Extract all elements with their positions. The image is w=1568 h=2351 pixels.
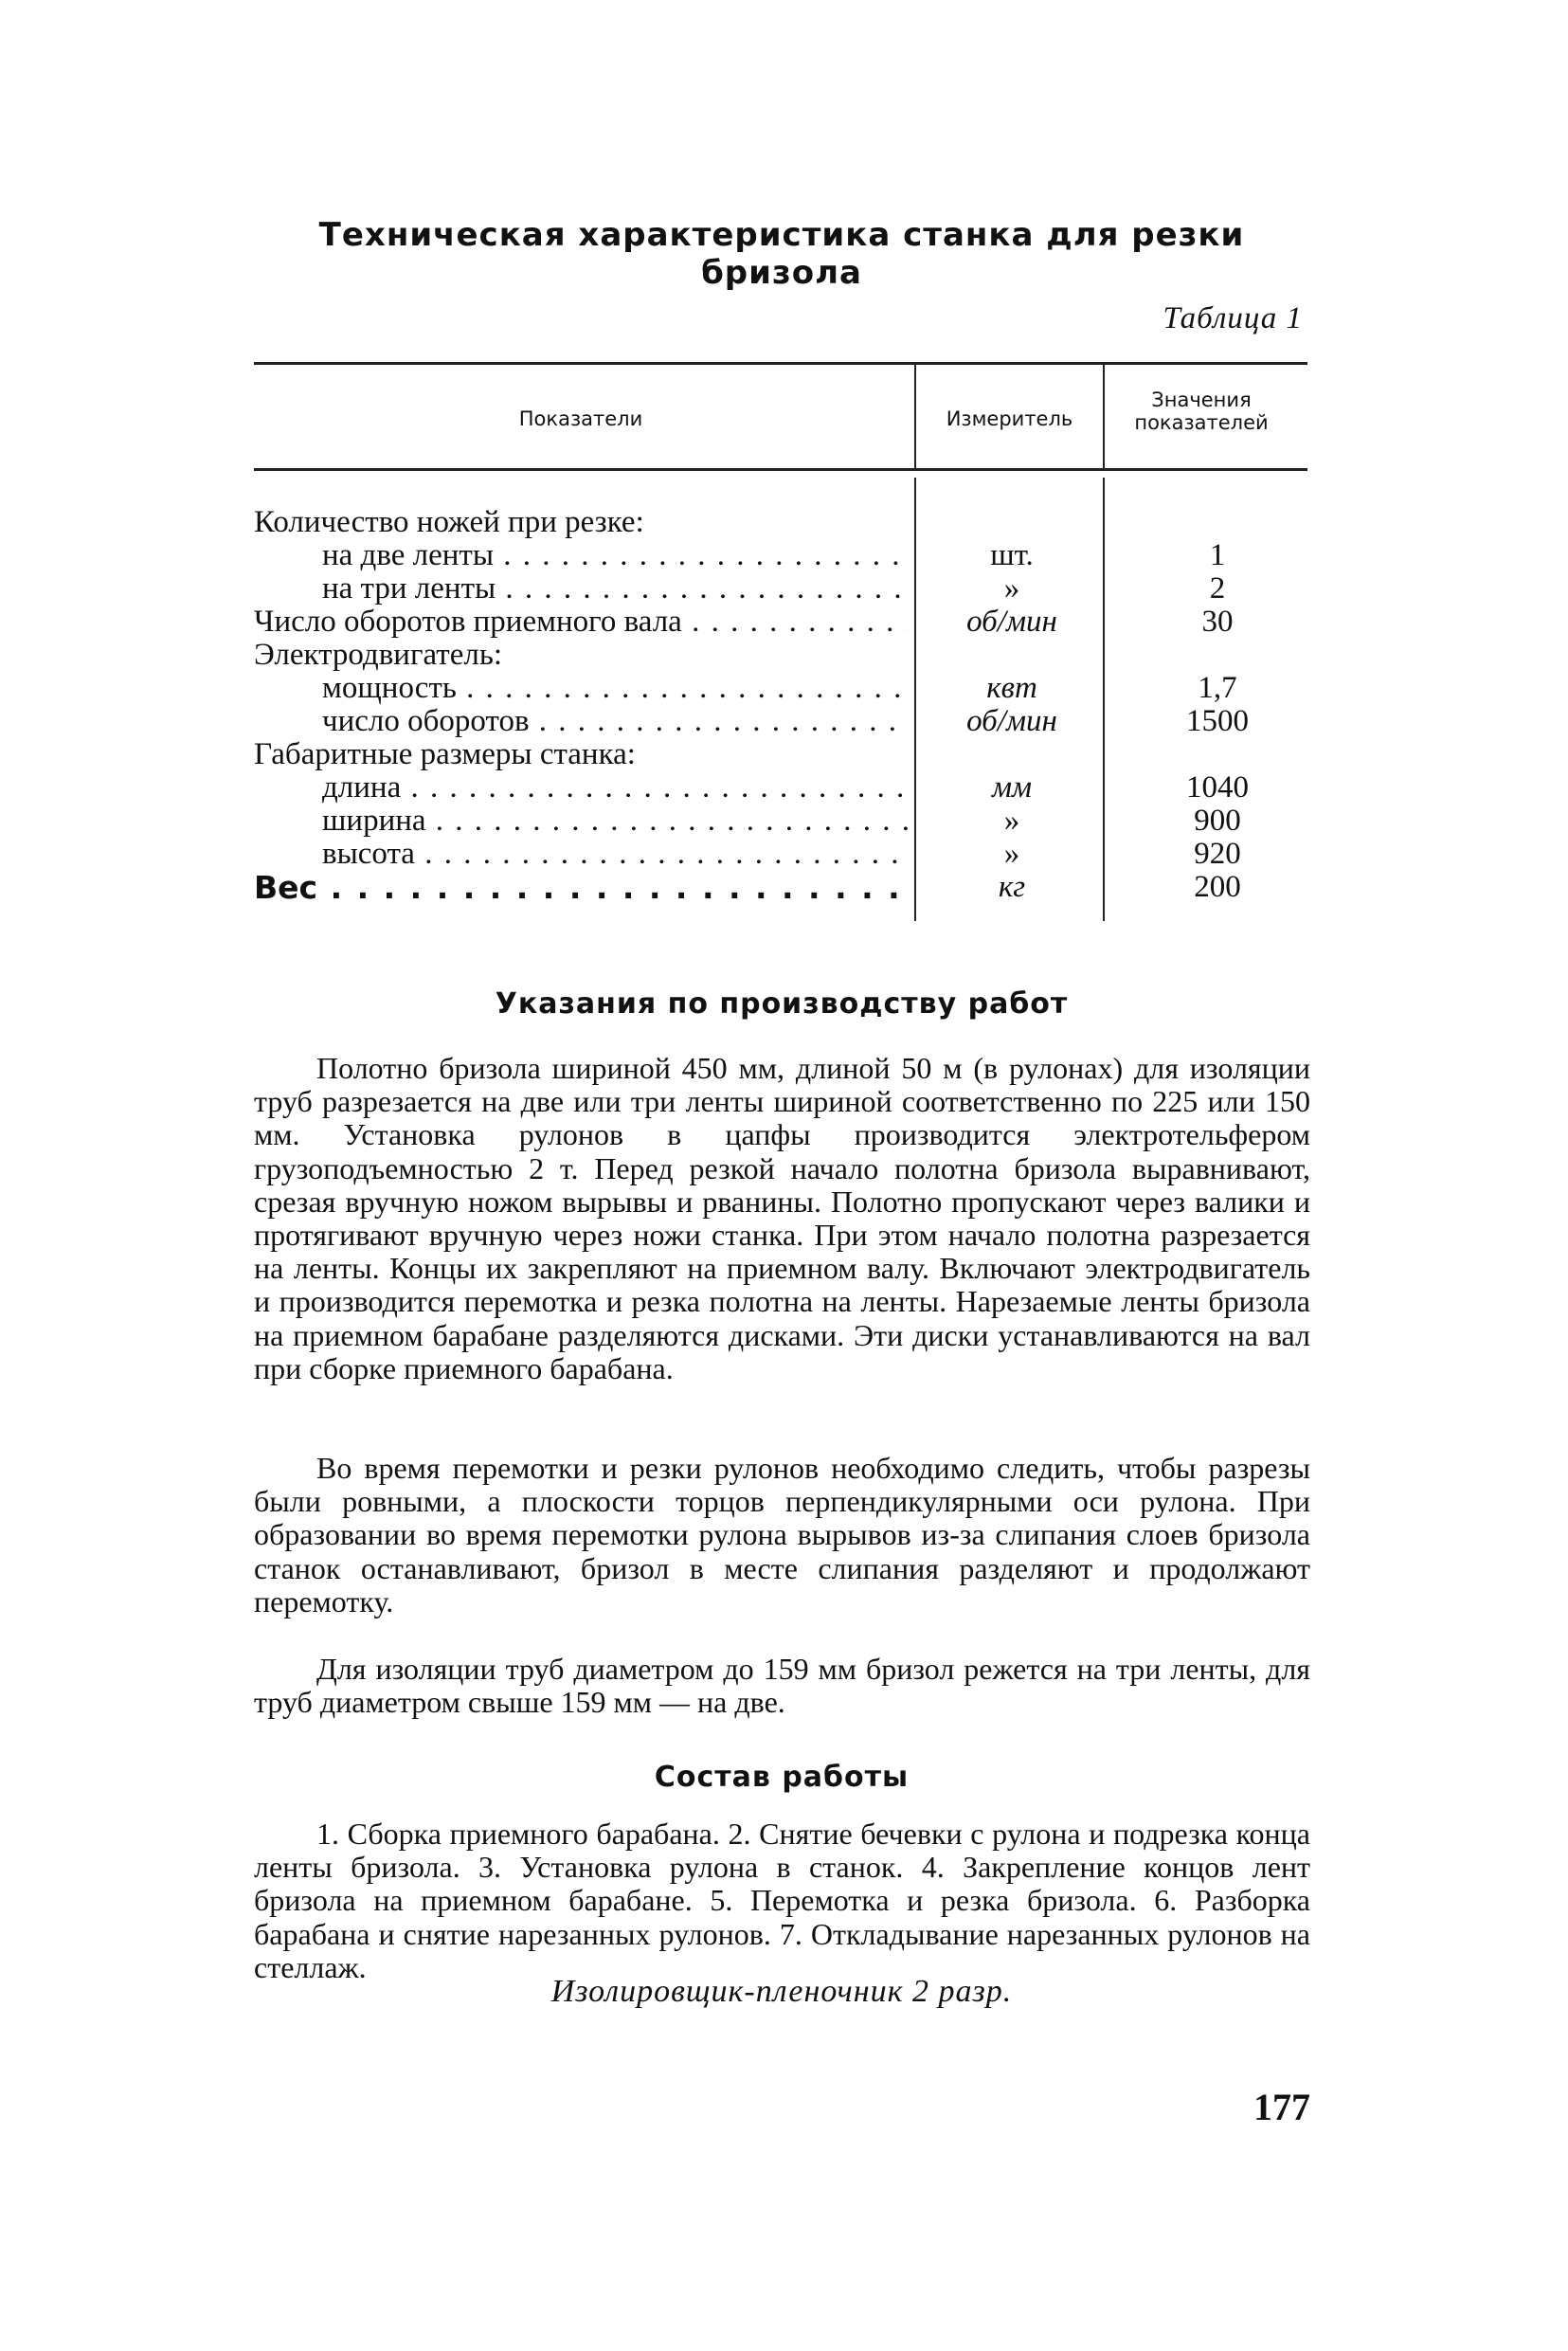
table-row bbox=[254, 672, 1315, 705]
row-label: мощность . . . bbox=[322, 672, 908, 705]
table-title: Техническая характеристика станка для резки бризола bbox=[318, 216, 1245, 292]
table-row bbox=[254, 738, 1315, 771]
row-unit: квт bbox=[986, 671, 1037, 705]
row-value: 1040 bbox=[1186, 770, 1249, 805]
row-label: высота . . . bbox=[322, 838, 908, 871]
row-label: Габаритные размеры станка: bbox=[254, 738, 636, 771]
table-row bbox=[254, 871, 1315, 904]
row-label: ширина . . . bbox=[322, 805, 908, 838]
table-row bbox=[254, 539, 1315, 572]
row-label: Число оборотов приемного вала . . . bbox=[254, 606, 908, 639]
page-number: 177 bbox=[1253, 2086, 1310, 2128]
section-heading-work-composition: Состав работы bbox=[654, 1761, 910, 1794]
row-label: на три ленты . . . bbox=[322, 572, 908, 606]
table-row bbox=[254, 506, 1315, 539]
table-row bbox=[254, 572, 1315, 606]
header-unit: Измеритель bbox=[946, 407, 1073, 430]
table-header-rule bbox=[254, 468, 1307, 471]
row-unit: об/мин bbox=[966, 704, 1057, 738]
row-unit: мм bbox=[991, 770, 1033, 805]
table-number-label: Таблица 1 bbox=[1162, 301, 1303, 335]
body-paragraph: 1. Сборка приемного барабана. 2. Снятие бечевки с рулона и подрезка конца ленты бризола. 3. Установка рулона в станок. 4. Закрепление концов лент бризола на приемном барабане. 5. Перемотка и резка бризола. 6. Разборка барабана и снятие нарезанных рулонов. 7. Откладывание нарезанных рулонов на стеллаж. bbox=[254, 1817, 1310, 1984]
section-heading-work-instructions: Указания по производству работ bbox=[495, 987, 1069, 1021]
row-value: 1 bbox=[1209, 538, 1226, 572]
table-row bbox=[254, 805, 1315, 838]
worker-qualification: Изолировщик-пленочник 2 разр. bbox=[550, 1974, 1013, 2009]
table-row bbox=[254, 606, 1315, 639]
table-row bbox=[254, 639, 1315, 672]
row-label: Вес . . . bbox=[254, 871, 908, 904]
header-value: Значения показателей bbox=[1134, 389, 1269, 434]
row-unit: кг bbox=[998, 870, 1026, 904]
body-paragraph: Полотно бризола шириной 450 мм, длиной 50 м (в рулонах) для изоляции труб разрезается на две или три ленты шириной соответственно по 225 или 150 мм. Установка рулонов в цапфы производится электротельфером грузоподъемностью 2 т. Перед резкой начало полотна бризола выравнивают, срезая вручную ножом вырывы и рванины. Полотно пропускают через валики и протягивают вручную через ножи станка. При этом начало полотна разрезается на ленты. Концы их закрепляют на приемном валу. Включают электродвигатель и производится перемотка и резка полотна на ленты. Нарезаемые ленты бризола на приемном барабане разделяются дисками. Эти диски устанавливаются на вал при сборке приемного барабана. bbox=[254, 1051, 1310, 1385]
table-row bbox=[254, 838, 1315, 871]
row-value: 1,7 bbox=[1198, 671, 1237, 705]
row-value: 2 bbox=[1209, 571, 1226, 606]
row-unit: » bbox=[1003, 804, 1020, 838]
table-row bbox=[254, 705, 1315, 738]
body-paragraph: Для изоляции труб диаметром до 159 мм бризол режется на три ленты, для труб диаметром свыше 159 мм — на две. bbox=[254, 1652, 1310, 1720]
row-unit: шт. bbox=[990, 538, 1034, 572]
row-label: на две ленты . . . bbox=[322, 539, 908, 572]
row-unit: » bbox=[1003, 837, 1020, 871]
row-value: 920 bbox=[1194, 837, 1241, 871]
row-unit: об/мин bbox=[966, 605, 1057, 639]
row-unit: » bbox=[1003, 571, 1020, 606]
table-row bbox=[254, 771, 1315, 805]
table-column-divider bbox=[1103, 364, 1105, 468]
row-label: Количество ножей при резке: bbox=[254, 506, 644, 539]
row-value: 200 bbox=[1194, 870, 1241, 904]
row-label: число оборотов . . . bbox=[322, 705, 908, 738]
table-column-divider bbox=[914, 364, 916, 468]
header-indicator: Показатели bbox=[518, 407, 643, 430]
body-paragraph: Во время перемотки и резки рулонов необходимо следить, чтобы разрезы были ровными, а плоскости торцов перпендикулярными оси рулона. При образовании во время перемотки рулона вырывов из-за слипания слоев бризола станок останавливают, бризол в месте слипания разделяют и продолжают перемотку. bbox=[254, 1451, 1310, 1619]
row-label: Электродвигатель: bbox=[254, 639, 503, 672]
row-value: 30 bbox=[1201, 605, 1234, 639]
row-value: 1500 bbox=[1186, 704, 1249, 738]
row-label: длина . . . bbox=[322, 771, 908, 805]
table-top-rule bbox=[254, 362, 1307, 365]
row-value: 900 bbox=[1194, 804, 1241, 838]
